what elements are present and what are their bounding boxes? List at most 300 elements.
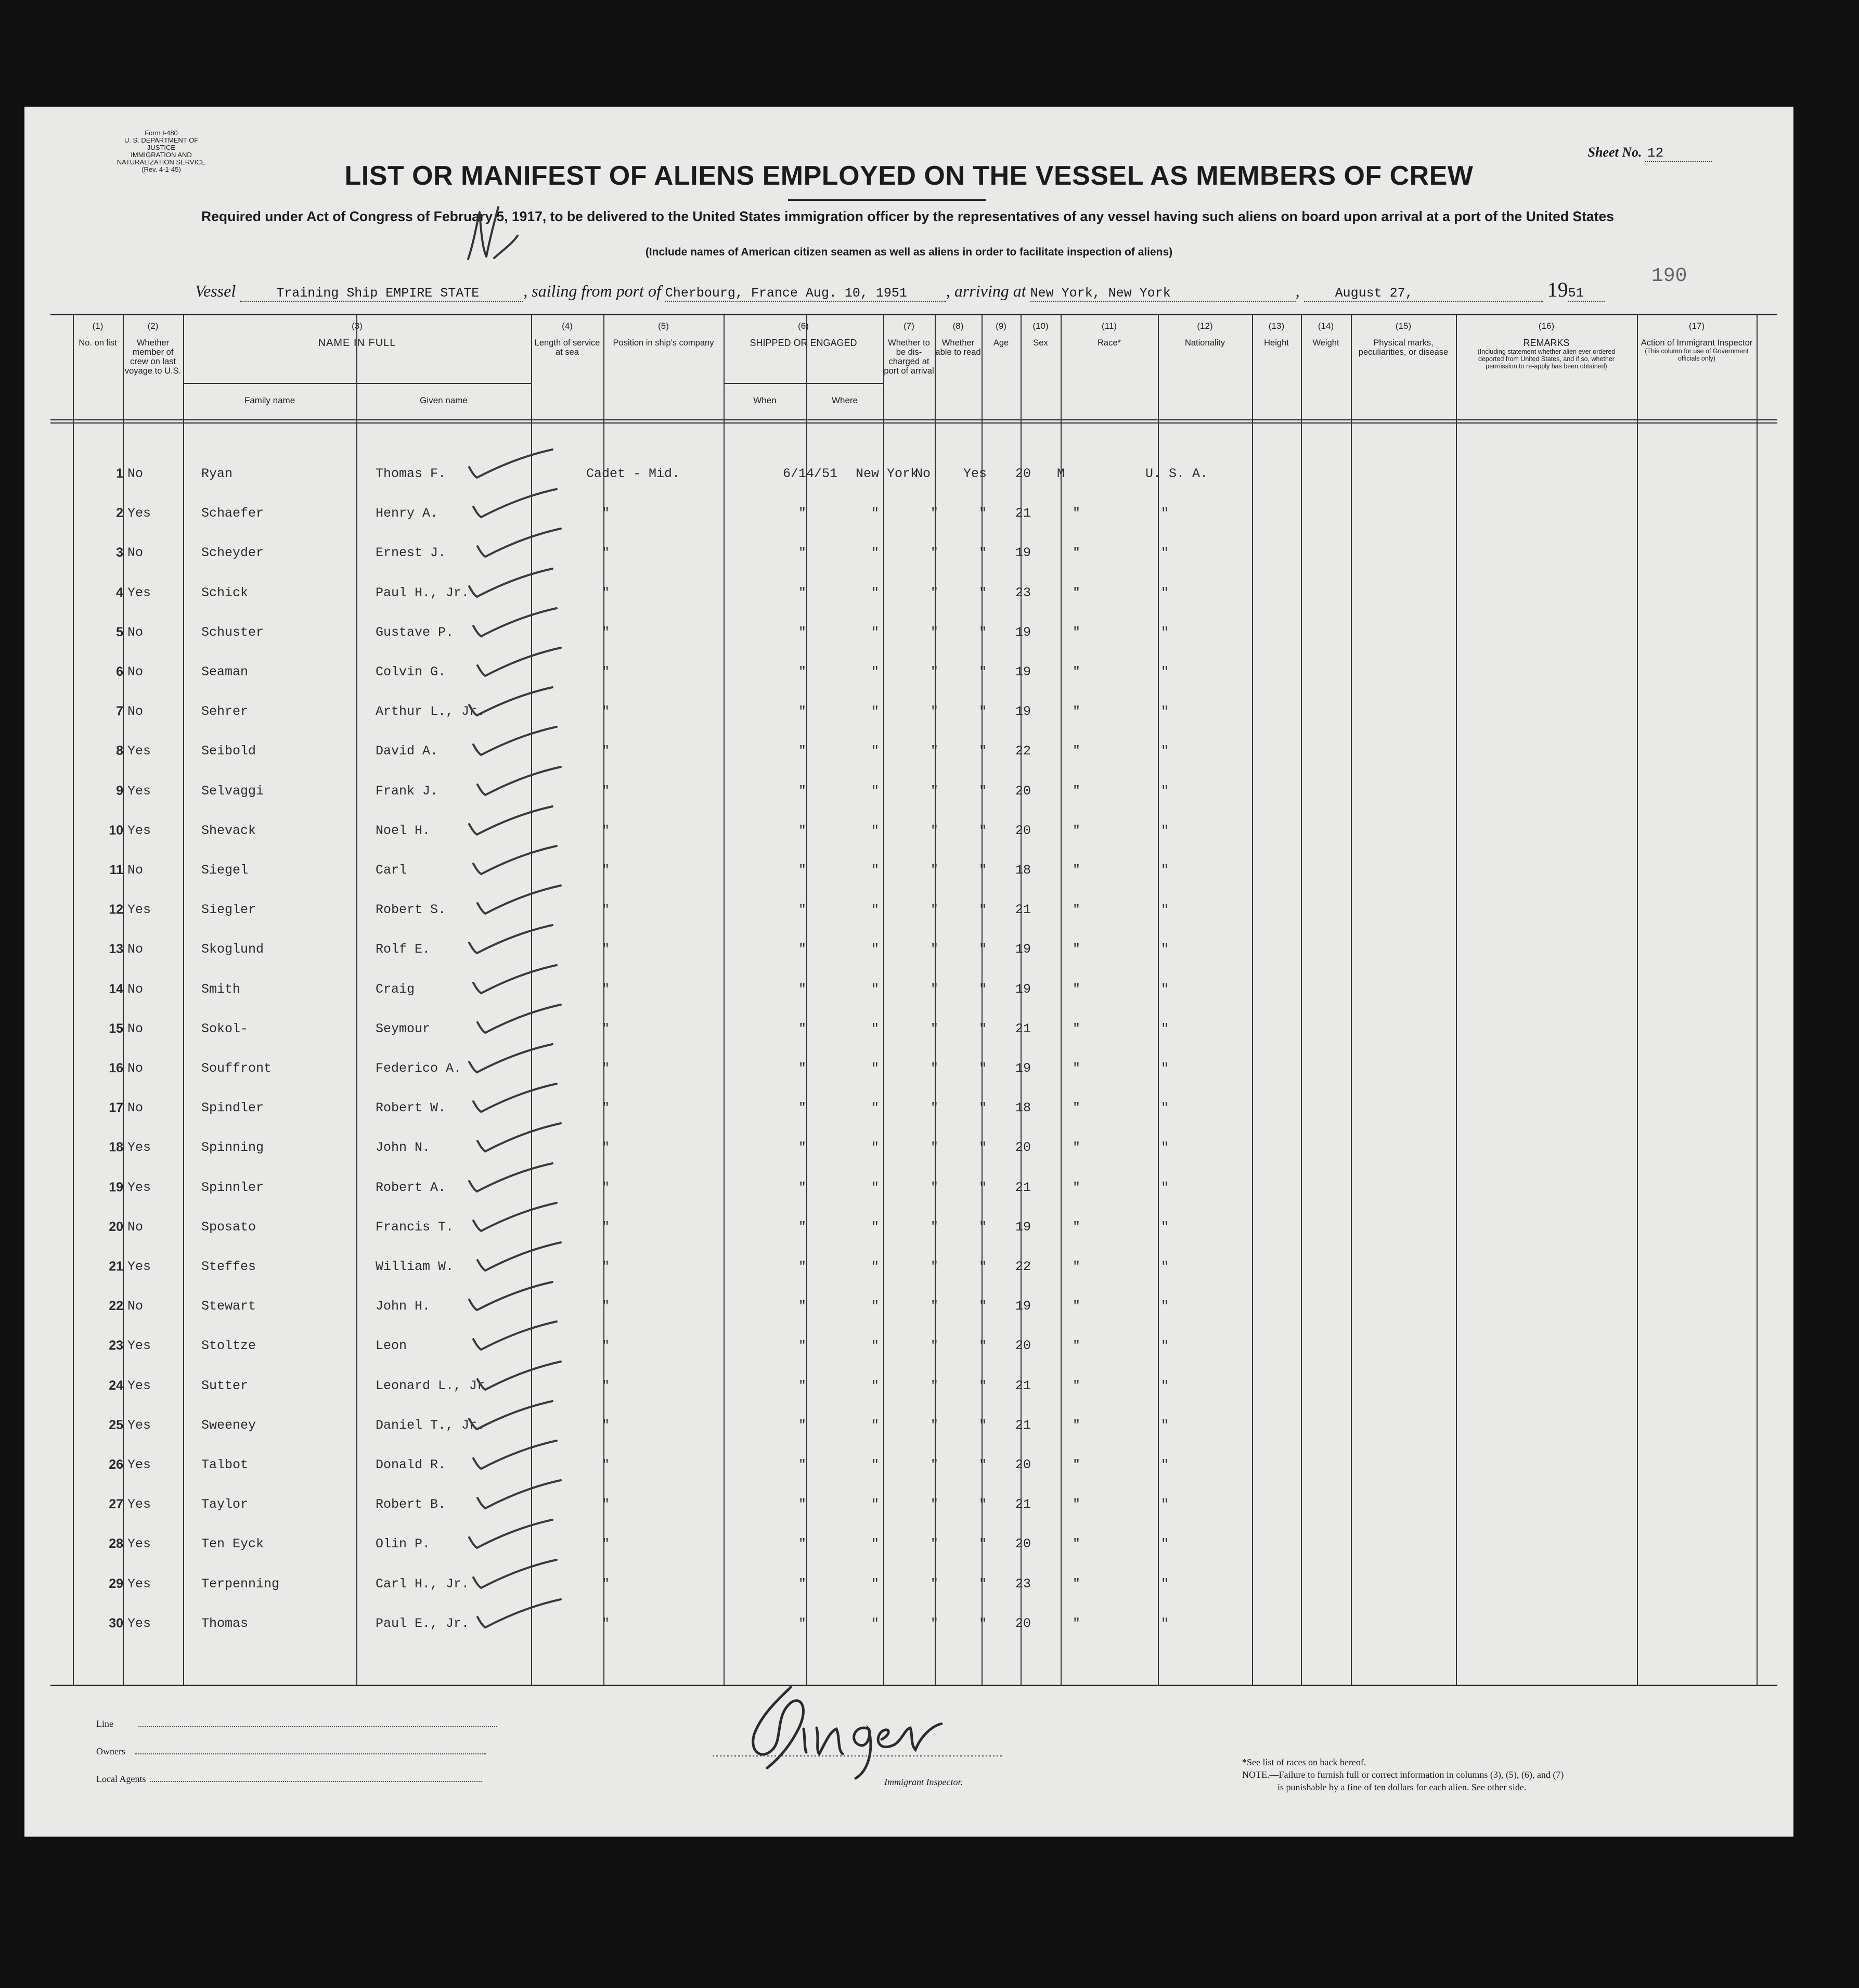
cell-race: " — [1161, 1497, 1169, 1512]
cell-given-name: Donald R. — [376, 1457, 446, 1472]
cell-given-name: Olin P. — [376, 1536, 431, 1552]
cell-position: " — [602, 1140, 610, 1156]
cell-shipped-where: " — [871, 902, 880, 918]
cell-age: 21 — [1015, 902, 1031, 918]
cell-sex: " — [1073, 1140, 1081, 1156]
cell-race: " — [1161, 664, 1169, 679]
cell-family-name: Schaefer — [201, 506, 264, 521]
cell-previous-voyage: Yes — [127, 902, 151, 918]
cell-family-name: Seaman — [201, 664, 249, 679]
cell-able-to-read: " — [979, 823, 987, 838]
cell-discharged: " — [931, 624, 939, 640]
cell-race: U. S. A. — [1145, 466, 1208, 481]
cell-shipped-where: " — [871, 783, 880, 799]
cell-able-to-read: " — [979, 981, 987, 997]
cell-sex: " — [1073, 1100, 1081, 1116]
cell-previous-voyage: Yes — [127, 585, 151, 600]
cell-given-name: Carl — [376, 863, 407, 878]
cell-row-number: 4 — [116, 585, 123, 600]
cell-sex: " — [1073, 1061, 1081, 1076]
cell-given-name: Rolf E. — [376, 942, 431, 957]
cell-age: 19 — [1015, 704, 1031, 720]
cell-given-name: Paul E., Jr. — [376, 1615, 470, 1631]
cell-previous-voyage: Yes — [127, 1536, 151, 1552]
cell-position: " — [602, 545, 610, 561]
cell-race: " — [1161, 863, 1169, 878]
cell-given-name: Federico A. — [376, 1061, 462, 1076]
check-mark-icon — [471, 1202, 559, 1233]
agents-label: Local Agents — [96, 1774, 146, 1784]
cell-discharged: " — [931, 1417, 939, 1433]
cell-shipped-where: " — [871, 1140, 880, 1156]
cell-previous-voyage: Yes — [127, 1457, 151, 1472]
cell-able-to-read: " — [979, 1615, 987, 1631]
cell-able-to-read: " — [979, 783, 987, 799]
cell-given-name: Ernest J. — [376, 545, 446, 561]
cell-position: " — [602, 1061, 610, 1076]
cell-previous-voyage: Yes — [127, 1497, 151, 1512]
cell-age: 20 — [1015, 1615, 1031, 1631]
table-row — [50, 942, 1777, 973]
sailing-label: , sailing from port of — [523, 281, 661, 300]
cell-discharged: " — [931, 1100, 939, 1116]
cell-shipped-when: " — [798, 1259, 807, 1274]
cell-row-number: 3 — [116, 545, 123, 560]
cell-previous-voyage: Yes — [127, 783, 151, 799]
cell-shipped-when: " — [798, 585, 807, 600]
cell-age: 19 — [1015, 664, 1031, 679]
line-field — [96, 1718, 497, 1729]
handwritten-initials — [458, 197, 520, 264]
cell-discharged: " — [931, 743, 939, 759]
cell-shipped-where: " — [871, 1338, 880, 1354]
cell-position: " — [602, 1259, 610, 1274]
cell-able-to-read: " — [979, 902, 987, 918]
cell-position: " — [602, 942, 610, 957]
cell-discharged: " — [931, 1259, 939, 1274]
cell-family-name: Steffes — [201, 1259, 256, 1274]
cell-discharged: " — [931, 902, 939, 918]
cell-discharged: " — [931, 981, 939, 997]
cell-race: " — [1161, 1259, 1169, 1274]
cell-race: " — [1161, 1457, 1169, 1472]
owners-field — [96, 1746, 486, 1757]
cell-sex: " — [1073, 704, 1081, 720]
cell-family-name: Smith — [201, 981, 241, 997]
cell-row-number: 20 — [109, 1219, 123, 1234]
year-prefix: 19 — [1547, 278, 1568, 301]
cell-discharged: " — [931, 1576, 939, 1592]
cell-shipped-where: " — [871, 1219, 880, 1235]
check-mark-icon — [467, 1281, 555, 1312]
cell-able-to-read: " — [979, 1140, 987, 1156]
penalty-note-cont: is punishable by a fine of ten dollars for each alien. See other side. — [1277, 1782, 1527, 1792]
cell-age: 18 — [1015, 1100, 1031, 1116]
header-weight: (14) Weight — [1312, 321, 1339, 348]
subheader-when: When — [753, 395, 777, 405]
cell-family-name: Stoltze — [201, 1338, 256, 1354]
cell-discharged: " — [931, 1378, 939, 1393]
cell-shipped-when: " — [798, 863, 807, 878]
header-no: (1) No. on list — [79, 321, 117, 348]
cell-previous-voyage: Yes — [127, 1338, 151, 1354]
cell-able-to-read: " — [979, 1378, 987, 1393]
table-row — [50, 1338, 1777, 1369]
cell-shipped-where: " — [871, 1497, 880, 1512]
cell-sex: " — [1073, 1378, 1081, 1393]
cell-age: 20 — [1015, 1338, 1031, 1354]
cell-family-name: Spinnler — [201, 1179, 264, 1195]
cell-previous-voyage: No — [127, 704, 144, 720]
cell-row-number: 24 — [109, 1378, 123, 1393]
cell-age: 21 — [1015, 1378, 1031, 1393]
cell-discharged: " — [931, 585, 939, 600]
table-row — [50, 506, 1777, 537]
line-label: Line — [96, 1718, 113, 1729]
cell-given-name: Leonard L., Jr. — [376, 1378, 493, 1393]
cell-shipped-when: 6/14/51 — [783, 466, 838, 481]
cell-given-name: Noel H. — [376, 823, 431, 838]
cell-race: " — [1161, 823, 1169, 838]
cell-family-name: Schuster — [201, 624, 264, 640]
cell-position: " — [602, 783, 610, 799]
cell-sex: " — [1073, 1576, 1081, 1592]
check-mark-icon — [471, 1320, 559, 1352]
departure-port: Cherbourg, France Aug. 10, 1951 — [665, 286, 946, 302]
check-mark-icon — [475, 1479, 563, 1510]
header-sex: (10) Sex — [1032, 321, 1049, 348]
arrival-date: August 27, — [1304, 286, 1543, 302]
arrival-port: New York, New York — [1030, 286, 1296, 302]
table-row — [50, 743, 1777, 775]
cell-sex: " — [1073, 743, 1081, 759]
cell-age: 19 — [1015, 624, 1031, 640]
cell-shipped-where: " — [871, 585, 880, 600]
cell-row-number: 25 — [109, 1417, 123, 1432]
cell-given-name: Robert S. — [376, 902, 446, 918]
cell-previous-voyage: Yes — [127, 506, 151, 521]
cell-family-name: Shevack — [201, 823, 256, 838]
header-previous-voyage: (2) Whether member of crew on last voyage to U.S. — [124, 321, 182, 376]
cell-age: 20 — [1015, 1140, 1031, 1156]
local-agents-field — [96, 1774, 482, 1785]
cell-shipped-where: " — [871, 981, 880, 997]
check-mark-icon — [475, 884, 563, 916]
cell-sex: " — [1073, 981, 1081, 997]
cell-row-number: 1 — [116, 466, 123, 481]
cell-able-to-read: " — [979, 1497, 987, 1512]
cell-shipped-when: " — [798, 902, 807, 918]
cell-sex: " — [1073, 1338, 1081, 1354]
check-mark-icon — [475, 766, 563, 797]
check-mark-icon — [467, 448, 555, 480]
header-age: (9) Age — [993, 321, 1009, 348]
cell-previous-voyage: Yes — [127, 1576, 151, 1592]
cell-row-number: 7 — [116, 704, 123, 719]
table-row — [50, 1140, 1777, 1171]
cell-discharged: " — [931, 506, 939, 521]
check-mark-icon — [467, 1043, 555, 1074]
table-row — [50, 982, 1777, 1013]
table-row — [50, 1418, 1777, 1449]
form-number: Form I-480 — [145, 129, 178, 137]
cell-row-number: 11 — [109, 863, 123, 877]
cell-given-name: Craig — [376, 981, 415, 997]
table-row — [50, 902, 1777, 933]
check-mark-icon — [467, 805, 555, 837]
penalty-note: NOTE.—Failure to furnish full or correct information in columns (3), (5), (6), and (7) — [1242, 1769, 1564, 1780]
cell-sex: " — [1073, 1417, 1081, 1433]
cell-sex: " — [1073, 545, 1081, 561]
subheader-family-name: Family name — [244, 395, 295, 405]
cell-shipped-where: " — [871, 1576, 880, 1592]
cell-family-name: Ryan — [201, 466, 233, 481]
cell-sex: " — [1073, 506, 1081, 521]
cell-able-to-read: " — [979, 743, 987, 759]
cell-age: 22 — [1015, 743, 1031, 759]
cell-sex: " — [1073, 1219, 1081, 1235]
cell-row-number: 16 — [109, 1061, 123, 1075]
cell-race: " — [1161, 1179, 1169, 1195]
cell-shipped-where: " — [871, 863, 880, 878]
cell-discharged: " — [931, 545, 939, 561]
cell-shipped-when: " — [798, 1219, 807, 1235]
check-mark-icon — [467, 568, 555, 599]
cell-position: Cadet - Mid. — [586, 466, 680, 481]
cell-family-name: Taylor — [201, 1497, 249, 1512]
cell-family-name: Sokol- — [201, 1021, 249, 1036]
owners-label: Owners — [96, 1746, 125, 1756]
cell-previous-voyage: No — [127, 1219, 144, 1235]
cell-sex: " — [1073, 624, 1081, 640]
arriving-label: , arriving at — [946, 281, 1026, 300]
cell-discharged: " — [931, 1140, 939, 1156]
check-mark-icon — [475, 647, 563, 678]
cell-shipped-when: " — [798, 1021, 807, 1036]
cell-position: " — [602, 624, 610, 640]
check-mark-icon — [471, 726, 559, 757]
cell-race: " — [1161, 1338, 1169, 1354]
cell-family-name: Thomas — [201, 1615, 249, 1631]
cell-able-to-read: " — [979, 942, 987, 957]
cell-given-name: William W. — [376, 1259, 454, 1274]
cell-able-to-read: " — [979, 1576, 987, 1592]
table-row — [50, 664, 1777, 696]
shipped-subheader-rule — [724, 383, 883, 384]
cell-position: " — [602, 1100, 610, 1116]
cell-previous-voyage: Yes — [127, 823, 151, 838]
cell-discharged: " — [931, 823, 939, 838]
check-mark-icon — [475, 1361, 563, 1392]
cell-discharged: " — [931, 1219, 939, 1235]
cell-age: 21 — [1015, 1021, 1031, 1036]
cell-position: " — [602, 743, 610, 759]
header-discharged: (7) Whether to be dis-charged at port of arrival — [884, 321, 934, 376]
cell-sex: " — [1073, 1299, 1081, 1314]
cell-family-name: Schick — [201, 585, 249, 600]
cell-race: " — [1161, 743, 1169, 759]
cell-shipped-when: " — [798, 1061, 807, 1076]
cell-previous-voyage: No — [127, 1061, 144, 1076]
cell-position: " — [602, 585, 610, 600]
cell-shipped-where: " — [871, 704, 880, 720]
table-row — [50, 1497, 1777, 1528]
cell-age: 23 — [1015, 585, 1031, 600]
check-mark-icon — [475, 1004, 563, 1035]
cell-discharged: " — [931, 1615, 939, 1631]
cell-previous-voyage: No — [127, 942, 144, 957]
cell-shipped-where: " — [871, 1417, 880, 1433]
check-mark-icon — [471, 1440, 559, 1471]
page-stamp: 190 — [1651, 265, 1687, 287]
cell-position: " — [602, 1378, 610, 1393]
cell-discharged: " — [931, 1179, 939, 1195]
table-row — [50, 1616, 1777, 1647]
cell-shipped-when: " — [798, 1179, 807, 1195]
cell-row-number: 15 — [109, 1021, 123, 1036]
cell-shipped-where: " — [871, 1457, 880, 1472]
manifest-sheet — [23, 106, 1795, 1838]
table-row — [50, 466, 1777, 497]
table-row — [50, 823, 1777, 854]
cell-family-name: Ten Eyck — [201, 1536, 264, 1552]
cell-discharged: " — [931, 1338, 939, 1354]
cell-previous-voyage: No — [127, 664, 144, 679]
cell-previous-voyage: Yes — [127, 1140, 151, 1156]
cell-given-name: Robert A. — [376, 1179, 446, 1195]
cell-age: 20 — [1015, 466, 1031, 481]
cell-given-name: Arthur L., Jr. — [376, 704, 485, 720]
cell-sex: " — [1073, 1497, 1081, 1512]
year-value: 51 — [1568, 286, 1605, 302]
cell-given-name: Gustave P. — [376, 624, 454, 640]
cell-given-name: Paul H., Jr. — [376, 585, 470, 600]
cell-position: " — [602, 1536, 610, 1552]
cell-age: 20 — [1015, 1457, 1031, 1472]
cell-shipped-where: " — [871, 823, 880, 838]
table-row — [50, 863, 1777, 894]
cell-shipped-where: " — [871, 1100, 880, 1116]
cell-sex: " — [1073, 664, 1081, 679]
table-row — [50, 1061, 1777, 1092]
cell-age: 23 — [1015, 1576, 1031, 1592]
cell-row-number: 6 — [116, 664, 123, 679]
cell-race: " — [1161, 902, 1169, 918]
cell-previous-voyage: Yes — [127, 1417, 151, 1433]
cell-previous-voyage: No — [127, 863, 144, 878]
cell-able-to-read: " — [979, 1061, 987, 1076]
cell-family-name: Skoglund — [201, 942, 264, 957]
cell-previous-voyage: Yes — [127, 1259, 151, 1274]
cell-position: " — [602, 1457, 610, 1472]
cell-discharged: " — [931, 1457, 939, 1472]
cell-position: " — [602, 981, 610, 997]
vessel-label: Vessel — [195, 281, 236, 300]
table-row — [50, 1021, 1777, 1053]
cell-family-name: Souffront — [201, 1061, 272, 1076]
cell-row-number: 30 — [109, 1615, 123, 1631]
cell-position: " — [602, 902, 610, 918]
cell-position: " — [602, 1615, 610, 1631]
cell-shipped-when: " — [798, 1615, 807, 1631]
cell-sex: " — [1073, 1021, 1081, 1036]
cell-shipped-when: " — [798, 1338, 807, 1354]
cell-family-name: Spinning — [201, 1140, 264, 1156]
cell-shipped-when: " — [798, 1497, 807, 1512]
cell-discharged: " — [931, 1299, 939, 1314]
cell-shipped-when: " — [798, 624, 807, 640]
cell-race: " — [1161, 1576, 1169, 1592]
cell-age: 19 — [1015, 942, 1031, 957]
cell-able-to-read: " — [979, 1259, 987, 1274]
cell-position: " — [602, 1179, 610, 1195]
cell-row-number: 26 — [109, 1457, 123, 1472]
cell-able-to-read: " — [979, 585, 987, 600]
cell-shipped-when: " — [798, 704, 807, 720]
cell-age: 19 — [1015, 981, 1031, 997]
sheet-value: 12 — [1645, 145, 1712, 162]
cell-previous-voyage: No — [127, 624, 144, 640]
cell-previous-voyage: No — [127, 1299, 144, 1314]
cell-age: 21 — [1015, 1497, 1031, 1512]
cell-age: 19 — [1015, 1219, 1031, 1235]
cell-shipped-where: " — [871, 664, 880, 679]
header-position: (5) Position in ship's company — [613, 321, 714, 348]
check-mark-icon — [475, 528, 563, 559]
voyage-line: Vessel Training Ship EMPIRE STATE , sailing from port of Cherbourg, France Aug. 10, 1951 , arriving at New York, New York , August 27, 1951 — [195, 277, 1605, 302]
cell-previous-voyage: No — [127, 981, 144, 997]
cell-sex: " — [1073, 902, 1081, 918]
cell-race: " — [1161, 1021, 1169, 1036]
header-base-rule — [50, 419, 1777, 424]
cell-race: " — [1161, 1100, 1169, 1116]
cell-row-number: 2 — [116, 506, 123, 521]
cell-discharged: " — [931, 1061, 939, 1076]
revision: (Rev. 4-1-45) — [141, 165, 181, 173]
cell-family-name: Sposato — [201, 1219, 256, 1235]
cell-position: " — [602, 1021, 610, 1036]
cell-given-name: Robert B. — [376, 1497, 446, 1512]
title-underline — [788, 199, 986, 201]
cell-row-number: 10 — [109, 823, 123, 838]
cell-family-name: Siegler — [201, 902, 256, 918]
service: IMMIGRATION AND NATURALIZATION SERVICE — [117, 151, 206, 166]
cell-sex: " — [1073, 1259, 1081, 1274]
cell-shipped-when: " — [798, 1140, 807, 1156]
cell-able-to-read: " — [979, 863, 987, 878]
cell-shipped-when: " — [798, 545, 807, 561]
cell-able-to-read: " — [979, 664, 987, 679]
cell-discharged: " — [931, 863, 939, 878]
cell-family-name: Seibold — [201, 743, 256, 759]
inspector-signature — [713, 1666, 1004, 1786]
cell-able-to-read: " — [979, 1457, 987, 1472]
cell-race: " — [1161, 1061, 1169, 1076]
cell-position: " — [602, 1497, 610, 1512]
cell-sex: " — [1073, 585, 1081, 600]
cell-discharged: " — [931, 1497, 939, 1512]
cell-row-number: 28 — [109, 1536, 123, 1551]
cell-race: " — [1161, 942, 1169, 957]
cell-race: " — [1161, 624, 1169, 640]
cell-position: " — [602, 823, 610, 838]
cell-race: " — [1161, 1615, 1169, 1631]
sheet-number — [1588, 145, 1713, 162]
cell-race: " — [1161, 1219, 1169, 1235]
sheet-label: Sheet No. — [1587, 145, 1642, 160]
cell-given-name: John H. — [376, 1299, 431, 1314]
cell-shipped-where: " — [871, 1259, 880, 1274]
